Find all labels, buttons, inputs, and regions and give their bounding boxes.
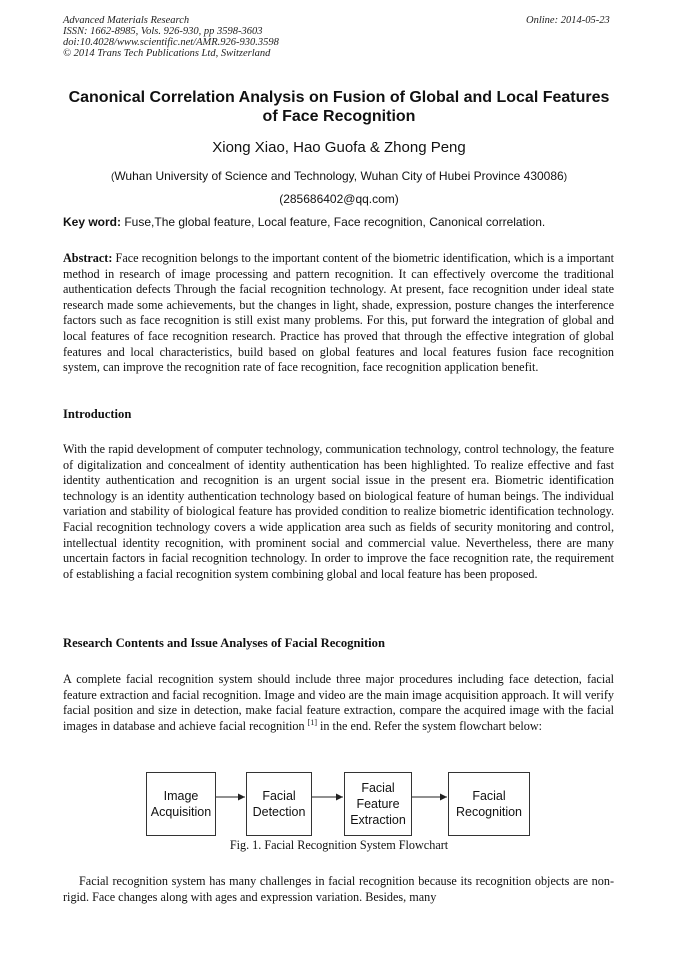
keywords: [63, 215, 623, 230]
affiliation: [60, 169, 618, 185]
flow-box-facial-recognition: [448, 772, 530, 836]
flow-box-1-line-2: Acquisition: [150, 805, 212, 819]
introduction-paragraph: With the rapid development of computer technology, communication technology, control technology, the feature of digitalization and concealment of identity authentication has been highlighted. To realize effective and fast identity authentication and recognition is an urgent social issue in the present era. Biometric identification technology is an identity authentication technology based on biological feature of human beings. The individual variation and stability of biological feature has provided condition to realize biometric identification technology. Facial recognition technology covers a wide application area such as fields of security monitoring and control, intellectual identity recognition, with prominent social and commercial value. Nevertheless, there are many uncertain factors in facial recognition technology. In order to improve the face recognition rate, the requirement of establishing a facial recognition system combining global and local feature has been proposed.: [63, 442, 614, 581]
keywords-text: Fuse,The global feature, Local feature, Face recognition, Canonical correlation.: [121, 215, 546, 229]
citation-1: [1]: [307, 717, 317, 727]
author-list: Xiong Xiao, Hao Guofa & Zhong Peng: [212, 139, 466, 156]
abstract: [63, 251, 614, 376]
abstract-text: Face recognition belongs to the important content of the biometric identification, which is a important method in research of image processing and pattern recognition. It can effectively overcome the traditional authentication defects Through the facial recognition technology. At present, face recognition under ideal state research made some achievements, but the changes in light, shade, expression, posture changes the interference factors such as face recognition is still exist many problems. For this, put forward the integration of global and local features of face recognition research. Practice has proved that through the effective integration of global features and local characteristics, build based on global features and local features fusion face recognition system, can improve the recognition rate of face recognition, face recognition application benefit.: [63, 251, 614, 375]
flow-box-4-line-2: Recognition: [455, 805, 522, 819]
research-text-before: A complete facial recognition system should include three major procedures including face detection, facial feature extraction and facial recognition. Image and video are the main image acquisition approach. It will verify facial position and size in detection, make facial feature extraction, compare the acquired image with the facial images in database and achieve facial recognition: [63, 672, 614, 733]
flow-box-2-line-2: Detection: [252, 805, 306, 819]
affiliation-open-paren: (: [110, 172, 115, 183]
title-line-2: of Face Recognition: [262, 108, 416, 125]
doi-line: doi:10.4028/www.scientific.net/AMR.926-930.3598: [63, 37, 279, 48]
flow-box-3-line-2: Feature: [356, 797, 400, 811]
flow-box-2-line-1: Facial: [262, 789, 296, 803]
flow-box-image-acquisition: [146, 772, 216, 836]
flow-box-4-line-1: Facial: [472, 789, 506, 803]
research-paragraph: [63, 672, 614, 734]
research-text-after: in the end. Refer the system flowchart below:: [316, 718, 543, 733]
flow-box-3-line-3: Extraction: [350, 813, 406, 827]
flow-box-facial-feature-extraction: [344, 772, 412, 836]
issn-line: ISSN: 1662-8985, Vols. 926-930, pp 3598-3603: [63, 26, 263, 37]
author-email: (285686402@qq.com): [279, 192, 399, 206]
abstract-label: Abstract:: [63, 251, 113, 265]
flow-box-3-line-1: Facial: [361, 781, 395, 795]
keywords-label: Key word:: [63, 215, 122, 229]
flow-box-1-line-1: Image: [163, 789, 199, 803]
journal-name: Advanced Materials Research: [63, 15, 190, 26]
online-date: Online: 2014-05-23: [526, 15, 610, 26]
figure-caption: Fig. 1. Facial Recognition System Flowchart: [229, 838, 449, 852]
journal-header: [63, 15, 279, 59]
research-heading: Research Contents and Issue Analyses of Facial Recognition: [63, 636, 385, 650]
closing-paragraph: Facial recognition system has many challenges in facial recognition because its recognition objects are non-rigid. Face changes along with ages and expression variation. Besides, many: [63, 874, 614, 904]
affiliation-close-paren: ): [563, 172, 568, 183]
affiliation-text: Wuhan University of Science and Technology, Wuhan City of Hubei Province 430086: [114, 169, 564, 183]
introduction-heading: Introduction: [63, 407, 132, 421]
paper-title: [60, 88, 618, 126]
copyright-line: © 2014 Trans Tech Publications Ltd, Switzerland: [63, 48, 271, 59]
title-line-1: Canonical Correlation Analysis on Fusion of Global and Local Features: [68, 89, 610, 106]
flow-box-facial-detection: [246, 772, 312, 836]
